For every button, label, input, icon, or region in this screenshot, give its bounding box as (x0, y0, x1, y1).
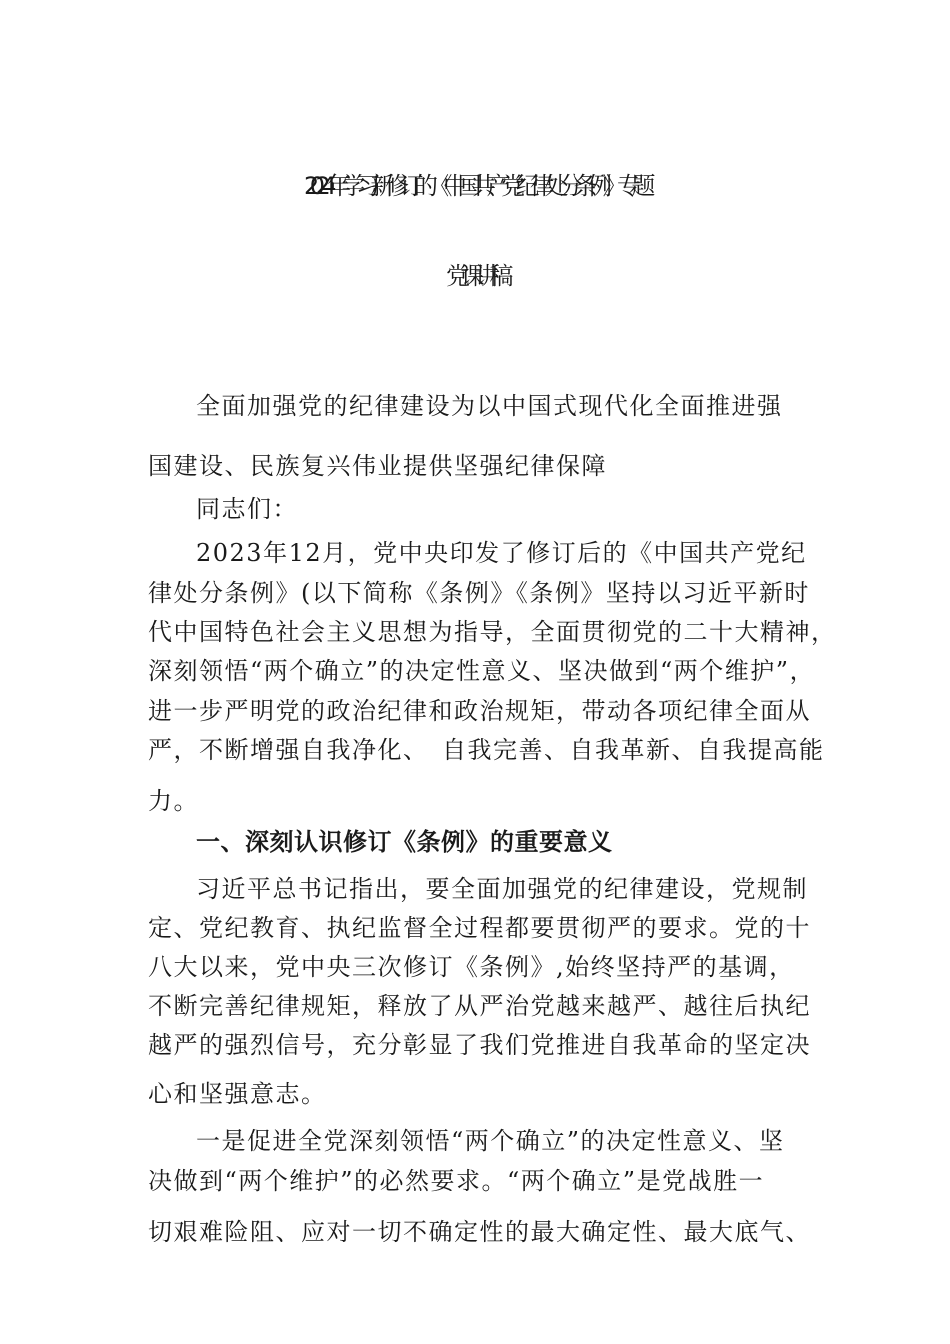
paragraph-1-line: 进一步严明党的政治纪律和政治规矩，带动各项纪律全面从 (148, 697, 811, 725)
document-title-line-1: 2024年学习新修订的《中国共产党纪律处分条例》专题 (303, 172, 647, 200)
paragraph-1-line: 2023年12月，党中央印发了修订后的《中国共产党纪 (196, 539, 807, 567)
paragraph-3-line: 一是促进全党深刻领悟“两个确立”的决定性意义、坚 (196, 1127, 785, 1155)
paragraph-1-line: 严，不断增强自我净化、 自我完善、自我革新、自我提高能 (148, 736, 825, 764)
paragraph-1-line: 代中国特色社会主义思想为指导，全面贯彻党的二十大精神， (148, 618, 837, 646)
section-1-heading: 一、深刻认识修订《条例》的重要意义 (196, 828, 613, 856)
subtitle-line-2: 国建设、民族复兴伟业提供坚强纪律保障 (148, 452, 607, 480)
paragraph-2-line: 越严的强烈信号，充分彰显了我们党推进自我革命的坚定决 (148, 1031, 811, 1059)
paragraph-3-line: 决做到“两个维护”的必然要求。“两个确立”是党战胜一 (148, 1167, 765, 1195)
paragraph-2-line: 八大以来，党中央三次修订《条例》,始终坚持严的基调， (148, 953, 795, 981)
paragraph-2-line: 不断完善纪律规矩，释放了从严治党越来越严、越往后执纪 (148, 992, 811, 1020)
paragraph-2-line: 习近平总书记指出，要全面加强党的纪律建设，党规制 (196, 875, 808, 903)
salutation: 同志们： (196, 495, 298, 523)
paragraph-1-line: 律处分条例》(以下简称《条例》《条例》坚持以习近平新时 (148, 579, 810, 607)
document-title-line-2: 党课讲稿 (446, 262, 504, 290)
paragraph-1-line: 深刻领悟“两个确立”的决定性意义、坚决做到“两个维护”， (148, 657, 816, 685)
paragraph-1-line: 力。 (148, 787, 199, 815)
paragraph-3-line: 切艰难险阻、应对一切不确定性的最大确定性、最大底气、 (148, 1218, 811, 1246)
paragraph-2-line: 心和坚强意志。 (148, 1080, 327, 1108)
paragraph-2-line: 定、党纪教育、执纪监督全过程都要贯彻严的要求。党的十 (148, 914, 811, 942)
subtitle-line-1: 全面加强党的纪律建设为以中国式现代化全面推进强 (196, 392, 783, 420)
